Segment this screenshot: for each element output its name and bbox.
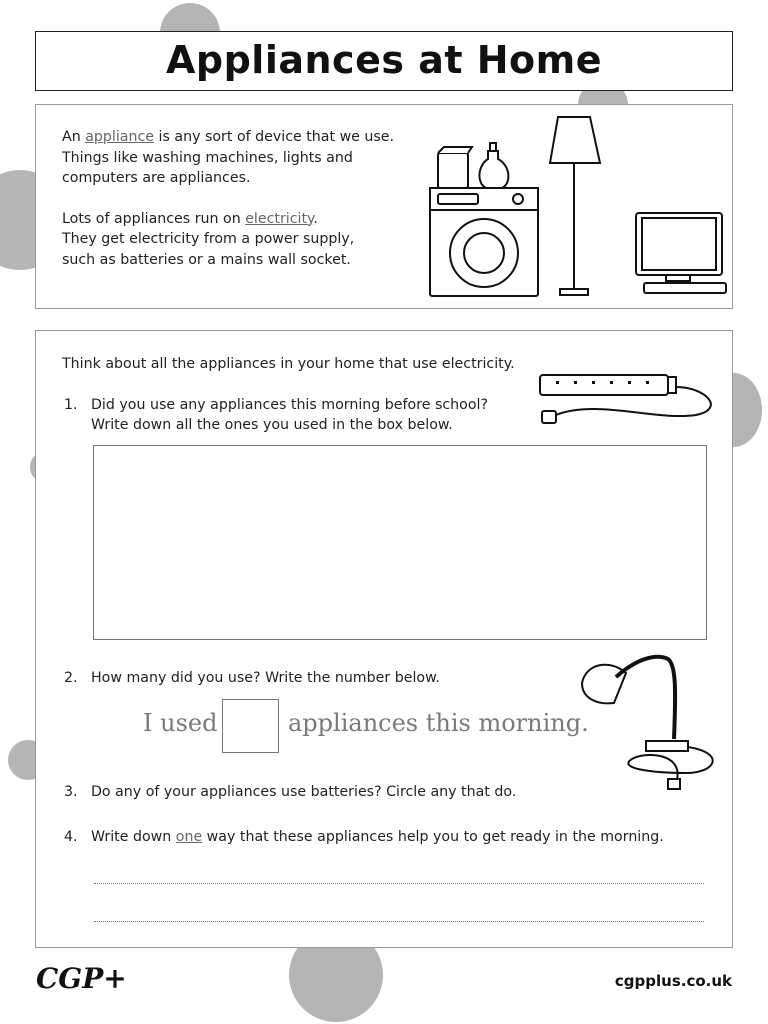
answer-box-q1[interactable]: [93, 445, 707, 640]
text: .: [313, 210, 318, 227]
text: Things like washing machines, lights and: [62, 149, 353, 166]
title-banner: [35, 31, 733, 91]
power-strip-illustration: [536, 369, 721, 439]
term-one: one: [175, 829, 203, 845]
question-2-text: How many did you use? Write the number below.: [91, 670, 440, 686]
text: is any sort of device that we use.: [154, 129, 395, 145]
question-4-text: [91, 827, 664, 848]
question-1-line-2: Write down all the ones you used in the box below.: [91, 417, 453, 433]
question-4-number: 4.: [64, 829, 78, 845]
text: They get electricity from a power supply,: [62, 231, 355, 247]
question-2-number: 2.: [64, 670, 78, 686]
text: computers are appliances.: [62, 170, 251, 186]
intro-panel: [35, 104, 733, 309]
cgp-logo: CGP+: [36, 962, 127, 995]
answer-line-1[interactable]: [94, 883, 704, 884]
appliances-illustration: [426, 113, 726, 303]
intro-paragraph-2: [62, 209, 432, 271]
intro-paragraph-1: [62, 127, 432, 189]
desk-lamp-illustration: [576, 649, 721, 799]
count-sentence-suffix: appliances this morning.: [288, 709, 589, 737]
answer-line-2[interactable]: [94, 921, 704, 922]
worksheet-lead: Think about all the appliances in your home that use electricity.: [62, 356, 515, 372]
intro-text: [62, 127, 432, 290]
text: Lots of appliances run on: [62, 210, 246, 227]
text: way that these appliances help you to get ready in the morning.: [202, 829, 664, 845]
question-3-number: 3.: [64, 784, 78, 800]
term-appliance: appliance: [85, 129, 155, 145]
question-1-number: 1.: [64, 397, 78, 413]
text: such as batteries or a mains wall socket.: [62, 251, 351, 268]
page-title: Appliances at Home: [165, 38, 603, 82]
count-sentence-prefix: I used: [143, 709, 218, 737]
term-electricity: electricity: [245, 210, 314, 227]
footer-url[interactable]: cgpplus.co.uk: [614, 972, 732, 990]
question-1-line-1: Did you use any appliances this morning before school?: [91, 397, 488, 413]
appliance-count-box[interactable]: [222, 699, 279, 753]
text: An: [62, 129, 86, 145]
question-3-text: Do any of your appliances use batteries? Circle any that do.: [91, 784, 517, 800]
text: Write down: [91, 829, 176, 845]
worksheet-panel: [35, 330, 733, 948]
